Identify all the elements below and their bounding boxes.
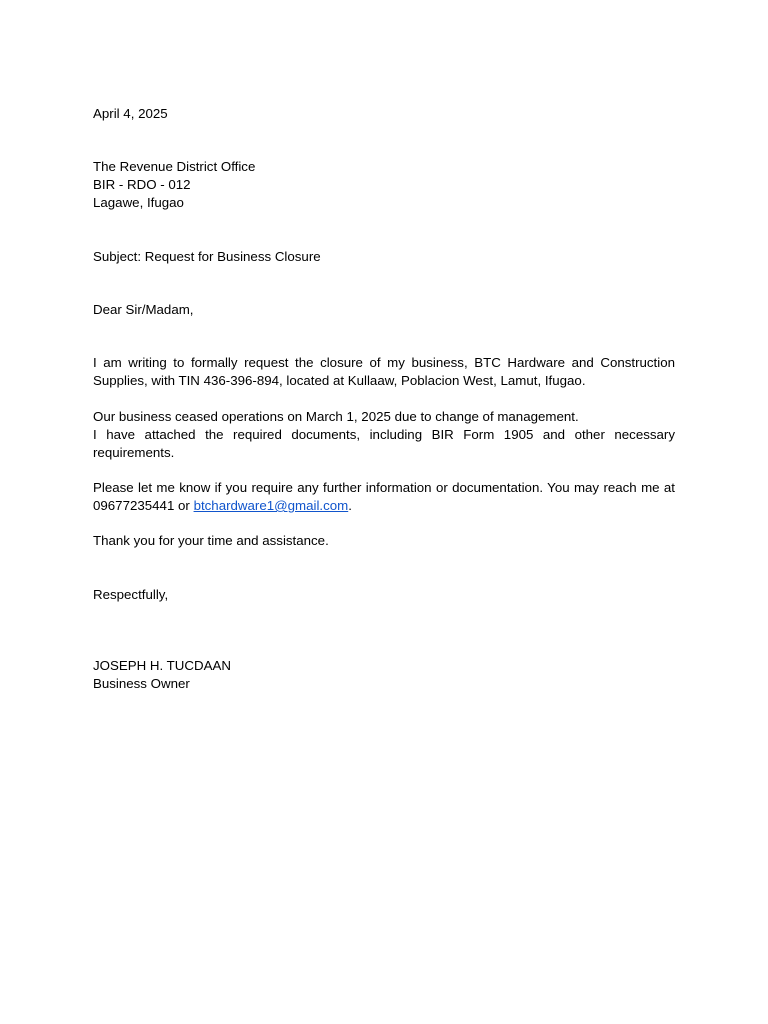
signatory-title: Business Owner (93, 676, 190, 691)
signatory-name: JOSEPH H. TUCDAAN (93, 658, 231, 673)
closing (93, 586, 675, 604)
closing-text: Respectfully, (93, 587, 169, 602)
recipient-line-2: BIR - RDO - 012 (93, 177, 191, 192)
paragraph-3-suffix: . (348, 498, 352, 513)
letter-date (93, 105, 675, 123)
paragraph-2-line-2: I have attached the required documents, including BIR Form 1905 and other necessary requirements. (93, 427, 675, 460)
subject-line (93, 248, 675, 266)
salutation-text: Dear Sir/Madam, (93, 302, 194, 317)
date-text: April 4, 2025 (93, 106, 168, 121)
subject-text: Subject: Request for Business Closure (93, 249, 321, 264)
body-paragraph-3 (93, 479, 675, 515)
body-paragraph-1 (93, 354, 675, 390)
recipient-address (93, 158, 675, 212)
salutation (93, 301, 675, 319)
recipient-line-3: Lagawe, Ifugao (93, 195, 184, 210)
thanks-line (93, 532, 675, 550)
signature-block (93, 657, 675, 693)
email-link[interactable]: btchardware1@gmail.com (193, 498, 349, 513)
paragraph-2-line-1: Our business ceased operations on March 1, 2025 due to change of management. (93, 409, 579, 424)
paragraph-3-text (93, 479, 675, 515)
recipient-line-1: The Revenue District Office (93, 159, 256, 174)
paragraph-1-text: I am writing to formally request the closure of my business, BTC Hardware and Construction Supplies, with TIN 436-396-894, located at Kullaaw, Poblacion West, Lamut, Ifugao. (93, 355, 675, 388)
body-paragraph-2 (93, 408, 675, 462)
paragraph-3-prefix: Please let me know if you require any further information or documentation. You may reach me at 09677235441 or (93, 480, 675, 513)
thanks-text: Thank you for your time and assistance. (93, 533, 329, 548)
